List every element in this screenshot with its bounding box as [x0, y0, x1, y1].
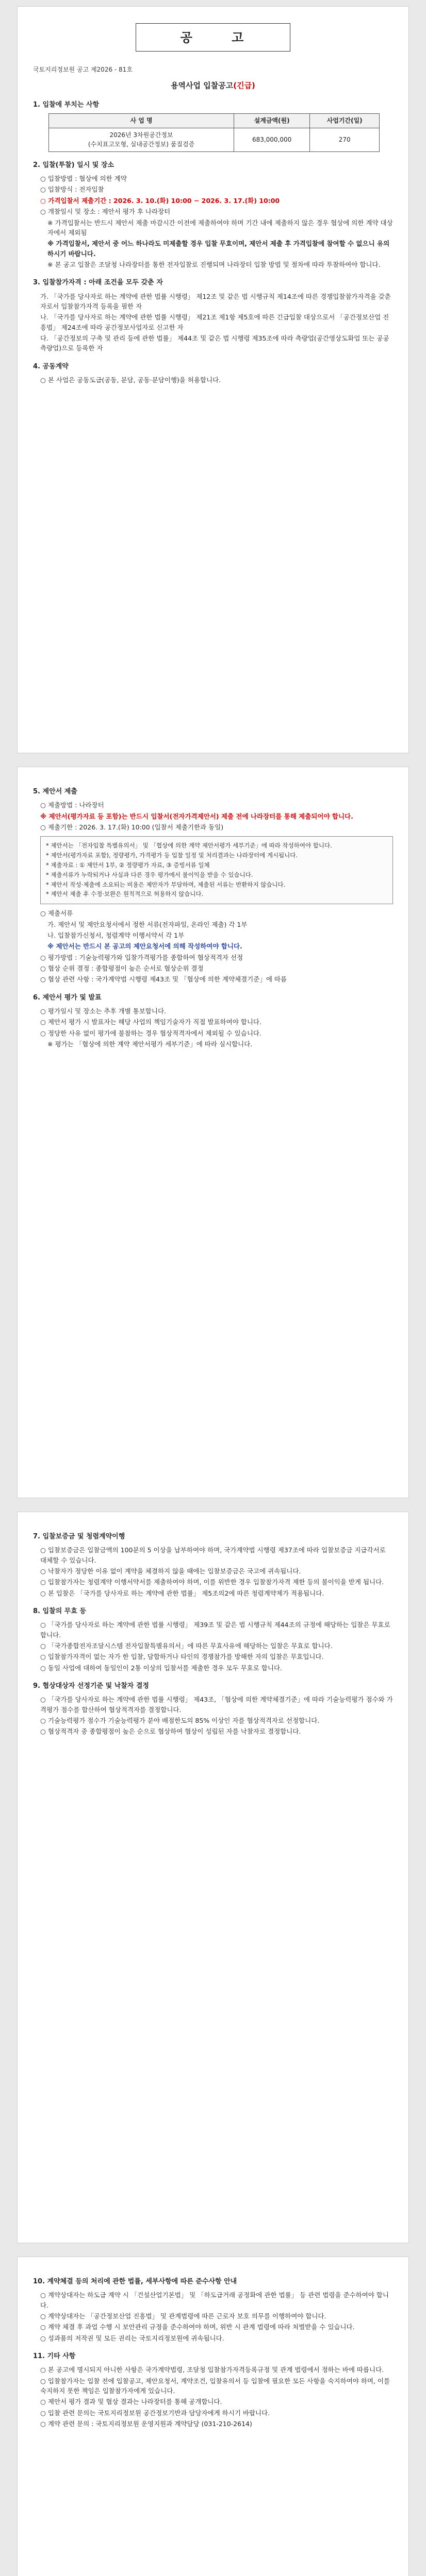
table-header-cell: 설계금액(원)	[234, 114, 310, 128]
section-1-title: 1. 입찰에 부치는 사항	[33, 101, 100, 109]
s10-line: ○ 성과품의 저작권 및 모든 권리는 국토지리정보원에 귀속됩니다.	[40, 2334, 224, 2342]
s5-note: * 제출자료 : ① 제안서 1부, ② 정량평가 자료, ③ 증빙서류 일체	[46, 861, 210, 869]
s5-line: ○ 평가방법 : 기술능력평가와 입찰가격평가를 종합하여 협상적격자 선정	[40, 953, 243, 961]
s10-line: ○ 계약 체결 후 과업 수행 시 보안관리 규정을 준수하여야 하며, 위반 시 관계 법령에 따라 처벌받을 수 있습니다.	[40, 2323, 355, 2331]
doc-title: 공 고	[136, 23, 290, 52]
s3-line: 나. 「국가를 당사자로 하는 계약에 관한 법률 시행령」 제21조 제1항 제5호에 따른 긴급입찰 대상으로서 「공간정보산업 진흥법」 제24조에 따라 공간정보사업자로 신고한 자	[40, 313, 389, 331]
s2-note: ※ 가격입찰서, 제안서 중 어느 하나라도 미제출할 경우 입찰 무효이며, 제안서 제출 후 가격입찰에 참여할 수 없으니 유의하시기 바랍니다.	[47, 240, 390, 258]
section-3-title: 3. 입찰참가자격 : 아래 조건을 모두 갖춘 자	[33, 279, 163, 287]
table-cell-period: 270	[310, 128, 380, 151]
section-11-title: 11. 기타 사항	[33, 2352, 76, 2361]
s2-line-deadline: ○ 가격입찰서 제출기간 : 2026. 3. 10.(화) 10:00 ~ 2026. 3. 17.(화) 10:00	[40, 196, 280, 205]
notice-heading-urgent: (긴급)	[233, 80, 255, 90]
project-table	[48, 113, 380, 152]
s2-note: ※ 가격입찰서는 반드시 제안서 제출 마감시간 이전에 제출하여야 하며 기간 내에 제출하지 않은 경우 협상에 의한 계약 대상자에서 제외됨	[47, 218, 393, 236]
page-4	[17, 2257, 409, 2576]
s5-note: * 제안서 제출 후 수정·보완은 원칙적으로 허용하지 않습니다.	[46, 890, 204, 898]
s9-line: ○ 「국가를 당사자로 하는 계약에 관한 법률 시행령」 제43조, 「협상에 의한 계약체결기준」에 따라 기술능력평가 점수와 가격평가 점수를 합산하여 협상적격자를 결정합니다.	[40, 1696, 393, 1714]
s2-note: ※ 본 공고 입찰은 조달청 나라장터를 통한 전자입찰로 진행되며 나라장터 입찰 방법 및 절차에 따라 투찰하여야 합니다.	[47, 261, 381, 269]
s6-line: ○ 평가일시 및 장소는 추후 개별 통보합니다.	[40, 1007, 166, 1015]
s2-line: ○ 입찰방식 : 전자입찰	[40, 185, 104, 194]
s6-line: ○ 제안서 평가 시 발표자는 해당 사업의 책임기술자가 직접 발표하여야 합니다.	[40, 1018, 261, 1026]
s5-line: ○ 제출서류	[40, 909, 73, 918]
s5-line-deadline: ○ 제출기한 : 2026. 3. 17.(화) 10:00 (입찰서 제출기한과 동일)	[40, 823, 224, 831]
section-6-title: 6. 제안서 평가 및 발표	[33, 993, 102, 1002]
section-10-title: 10. 계약체결 등의 처리에 관한 법률, 세부사항에 따른 준수사항 안내	[33, 2278, 237, 2285]
table-header-cell: 사 업 명	[49, 114, 234, 128]
s8-line: ○ 동일 사업에 대하여 동일인이 2통 이상의 입찰서를 제출한 경우 모두 무효로 합니다.	[40, 1664, 282, 1672]
page-1	[17, 6, 409, 753]
s9-line: ○ 협상적격자 중 종합평점이 높은 순으로 협상하여 협상이 성립된 자를 낙찰자로 결정합니다.	[40, 1727, 301, 1736]
s8-line: ○ 「국가를 당사자로 하는 계약에 관한 법률 시행령」 제39조 및 같은 법 시행규칙 제44조의 규정에 해당하는 입찰은 무효로 합니다.	[40, 1621, 390, 1639]
s5-line: ○ 제출방법 : 나라장터	[40, 801, 104, 809]
section-7-title: 7. 입찰보증금 및 청렴계약이행	[33, 1533, 125, 1540]
s7-line: ○ 본 입찰은 「국가를 당사자로 하는 계약에 관한 법률」 제5조의2에 따른 청렴계약제가 적용됩니다.	[40, 1589, 324, 1597]
table-row	[49, 128, 380, 151]
s5-line: ○ 협상 순위 결정 : 종합평점이 높은 순서로 협상순위 결정	[40, 964, 204, 973]
s7-line: ○ 입찰참가자는 청렴계약 이행서약서를 제출하여야 하며, 이를 위반한 경우 입찰참가자격 제한 등의 불이익을 받게 됩니다.	[40, 1578, 384, 1586]
s11-line: ○ 본 공고에 명시되지 아니한 사항은 국가계약법령, 조달청 입찰참가자격등록규정 및 관계 법령에서 정하는 바에 따릅니다.	[40, 2366, 384, 2374]
section-8-title: 8. 입찰의 무효 등	[33, 1607, 86, 1616]
s5-note: * 제안서(평가자료 포함), 정량평가, 가격평가 등 입찰 일정 및 처리결과는 나라장터에 게시됩니다.	[46, 852, 298, 859]
s6-line: ○ 정당한 사유 없이 평가에 불참하는 경우 협상적격자에서 제외될 수 있습니다.	[40, 1029, 261, 1037]
section-9-title: 9. 협상대상자 선정기준 및 낙찰자 결정	[33, 1682, 149, 1690]
s5-note: * 제출서류가 누락되거나 사실과 다른 경우 평가에서 불이익을 받을 수 있습니다.	[46, 871, 253, 878]
notice-heading-main: 용역사업 입찰공고	[171, 80, 234, 90]
s11-line: ○ 제안서 평가 결과 및 협상 결과는 나라장터를 통해 공개합니다.	[40, 2398, 222, 2406]
table-header-cell: 사업기간(일)	[310, 114, 380, 128]
s5-note: * 제안서 작성·제출에 소요되는 비용은 제안자가 부담하며, 제출된 서류는 반환하지 않습니다.	[46, 880, 286, 888]
table-cell-project-name: 2026년 3차원공간정보 (수치표고모형, 실내공간정보) 품질검증	[49, 128, 234, 151]
s2-line: ○ 입찰방법 : 협상에 의한 계약	[40, 175, 127, 183]
s4-line: ○ 본 사업은 공동도급(공동, 분담, 공동·분담이행)을 허용합니다.	[40, 376, 221, 384]
s5-line: ○ 협상 관련 사항 : 국가계약법 시행령 제43조 및 「협상에 의한 계약체결기준」에 따름	[40, 975, 287, 984]
table-cell-amount: 683,000,000	[234, 128, 310, 151]
section-5-title: 5. 제안서 제출	[33, 788, 77, 795]
s10-line: ○ 계약상대자는 하도급 계약 시 「건설산업기본법」 및 「하도급거래 공정화에 관한 법률」 등 관련 법령을 준수하여야 합니다.	[40, 2291, 389, 2309]
s2-line: ○ 개찰일시 및 장소 : 제안서 평가 후 나라장터	[40, 208, 171, 216]
page-2	[17, 767, 409, 1498]
s10-line: ○ 계약상대자는 「공간정보산업 진흥법」 및 관계법령에 따른 근로자 보호 의무를 이행하여야 합니다.	[40, 2312, 326, 2320]
s5-line: 나. 입찰참가신청서, 청렴계약 이행서약서 각 1부	[47, 931, 185, 939]
page-3	[17, 1512, 409, 2243]
s5-notebox	[40, 836, 393, 904]
s8-line: ○ 입찰참가자격이 없는 자가 한 입찰, 담합하거나 타인의 경쟁참가를 방해한 자의 입찰은 무효입니다.	[40, 1653, 324, 1661]
s11-line: ○ 입찰참가자는 입찰 전에 입찰공고, 제안요청서, 계약조건, 입찰유의서 등 입찰에 필요한 모든 사항을 숙지하여야 하며, 이를 숙지하지 못한 책임은 입찰참가자에게 있습니다.	[40, 2377, 390, 2395]
notice-number: 국토지리정보원 공고 제2026 - 81호	[33, 66, 133, 74]
table-header-row	[49, 114, 380, 128]
s3-line: 다. 「공간정보의 구축 및 관리 등에 관한 법률」 제44조 및 같은 법 시행령 제35조에 따라 측량업(공간영상도화업 또는 공공측량업)으로 등록한 자	[40, 334, 389, 352]
s7-line: ○ 낙찰자가 정당한 이유 없이 계약을 체결하지 않을 때에는 입찰보증금은 국고에 귀속됩니다.	[40, 1567, 301, 1575]
section-4-title: 4. 공동계약	[33, 362, 69, 370]
section-2-title: 2. 입찰(투찰) 일시 및 장소	[33, 161, 114, 169]
notice-heading	[33, 80, 393, 92]
s5-line: ※ 제안서는 반드시 본 공고의 제안요청서에 의해 작성하여야 합니다.	[47, 942, 242, 951]
s5-line-warning: ※ 제안서(평가자료 등 포함)는 반드시 입찰서(전자가격제안서) 제출 전에 나라장터를 통해 제출되어야 합니다.	[40, 812, 353, 820]
s9-line: ○ 기술능력평가 점수가 기술능력평가 분야 배점한도의 85% 이상인 자를 협상적격자로 선정합니다.	[40, 1716, 320, 1724]
s5-note: * 제안서는 「전자입찰 특별유의서」 및 「협상에 의한 계약 제안서평가 세부기준」에 따라 작성하여야 합니다.	[46, 842, 332, 850]
s3-line: 가. 「국가를 당사자로 하는 계약에 관한 법률 시행령」 제12조 및 같은 법 시행규칙 제14조에 따른 경쟁입찰참가자격을 갖춘 자로서 입찰참가자격 등록을 필한 자	[40, 292, 391, 310]
s8-line: ○ 「국가종합전자조달시스템 전자입찰특별유의서」에 따른 무효사유에 해당하는 입찰은 무효로 합니다.	[40, 1641, 333, 1650]
s5-line: 가. 제안서 및 제안요청서에서 정한 서류(전자파일, 온라인 제출) 각 1부	[47, 920, 248, 928]
s11-line: ○ 입찰 관련 문의는 국토지리정보원 공간정보기반과 담당자에게 하시기 바랍니다.	[40, 2409, 270, 2417]
s7-line: ○ 입찰보증금은 입찰금액의 100분의 5 이상을 납부하여야 하며, 국가계약법 시행령 제37조에 따라 입찰보증금 지급각서로 대체할 수 있습니다.	[40, 1546, 386, 1564]
s11-line: ○ 계약 관련 문의 : 국토지리정보원 운영지원과 계약담당 (031-210-2614)	[40, 2420, 252, 2428]
s6-note: ※ 평가는 「협상에 의한 계약 제안서평가 세부기준」에 따라 실시합니다.	[47, 1040, 253, 1048]
